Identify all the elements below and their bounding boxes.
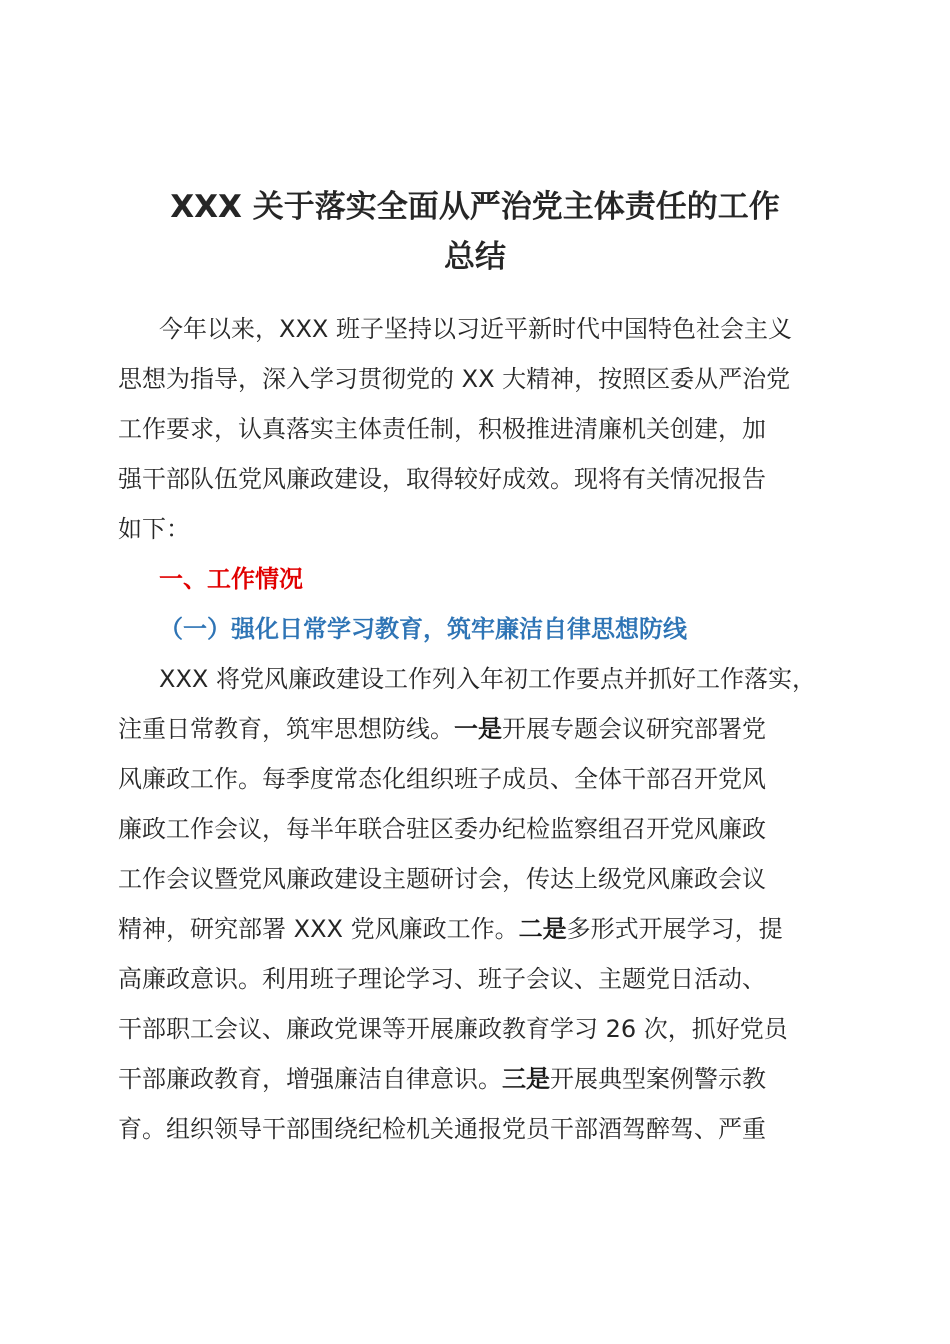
bold-marker-second: 二是: [518, 915, 567, 943]
para-line-9: [118, 1054, 830, 1104]
para-line-10: 育。组织领导干部围绕纪检机关通报党员干部酒驾醉驾、严重: [118, 1115, 766, 1143]
para-text: 开展典型案例警示教: [550, 1065, 766, 1093]
title-line-1: XXX 关于落实全面从严治党主体责任的工作: [170, 189, 780, 225]
title-line-2: 总结: [444, 239, 506, 275]
body-paragraph: [118, 654, 830, 1154]
para-text: 注重日常教育，筑牢思想防线。: [118, 715, 454, 743]
intro-line-4: 强干部队伍党风廉政建设，取得较好成效。现将有关情况报告: [118, 465, 766, 493]
subsection-heading: （一）强化日常学习教育，筑牢廉洁自律思想防线: [159, 615, 687, 643]
para-line-1: XXX 将党风廉政建设工作列入年初工作要点并抓好工作落实，: [159, 665, 816, 693]
para-text: 精神，研究部署 XXX 党风廉政工作。: [118, 915, 519, 943]
intro-line-5: 如下：: [118, 515, 190, 543]
para-line-8: 干部职工会议、廉政党课等开展廉政教育学习 26 次，抓好党员: [118, 1015, 788, 1043]
intro-line-2: 思想为指导，深入学习贯彻党的 XX 大精神，按照区委从严治党: [118, 365, 791, 393]
section-heading: 一、工作情况: [159, 565, 303, 593]
document-title: [120, 182, 830, 282]
intro-line-3: 工作要求，认真落实主体责任制，积极推进清廉机关创建，加: [118, 415, 766, 443]
para-text: 干部廉政教育，增强廉洁自律意识。: [118, 1065, 502, 1093]
bold-marker-first: 一是: [454, 715, 502, 743]
bold-marker-third: 三是: [502, 1065, 550, 1093]
intro-paragraph: [118, 304, 830, 554]
para-text: 多形式开展学习，提: [566, 915, 783, 943]
para-line-4: 廉政工作会议，每半年联合驻区委办纪检监察组召开党风廉政: [118, 815, 766, 843]
para-line-6: [118, 904, 830, 954]
para-line-2: [118, 704, 830, 754]
para-line-7: 高廉政意识。利用班子理论学习、班子会议、主题党日活动、: [118, 965, 766, 993]
para-text: 开展专题会议研究部署党: [502, 715, 766, 743]
para-line-5: 工作会议暨党风廉政建设主题研讨会，传达上级党风廉政会议: [118, 865, 766, 893]
para-line-3: 风廉政工作。每季度常态化组织班子成员、全体干部召开党风: [118, 765, 766, 793]
intro-line-1: 今年以来，XXX 班子坚持以习近平新时代中国特色社会主义: [159, 315, 792, 343]
